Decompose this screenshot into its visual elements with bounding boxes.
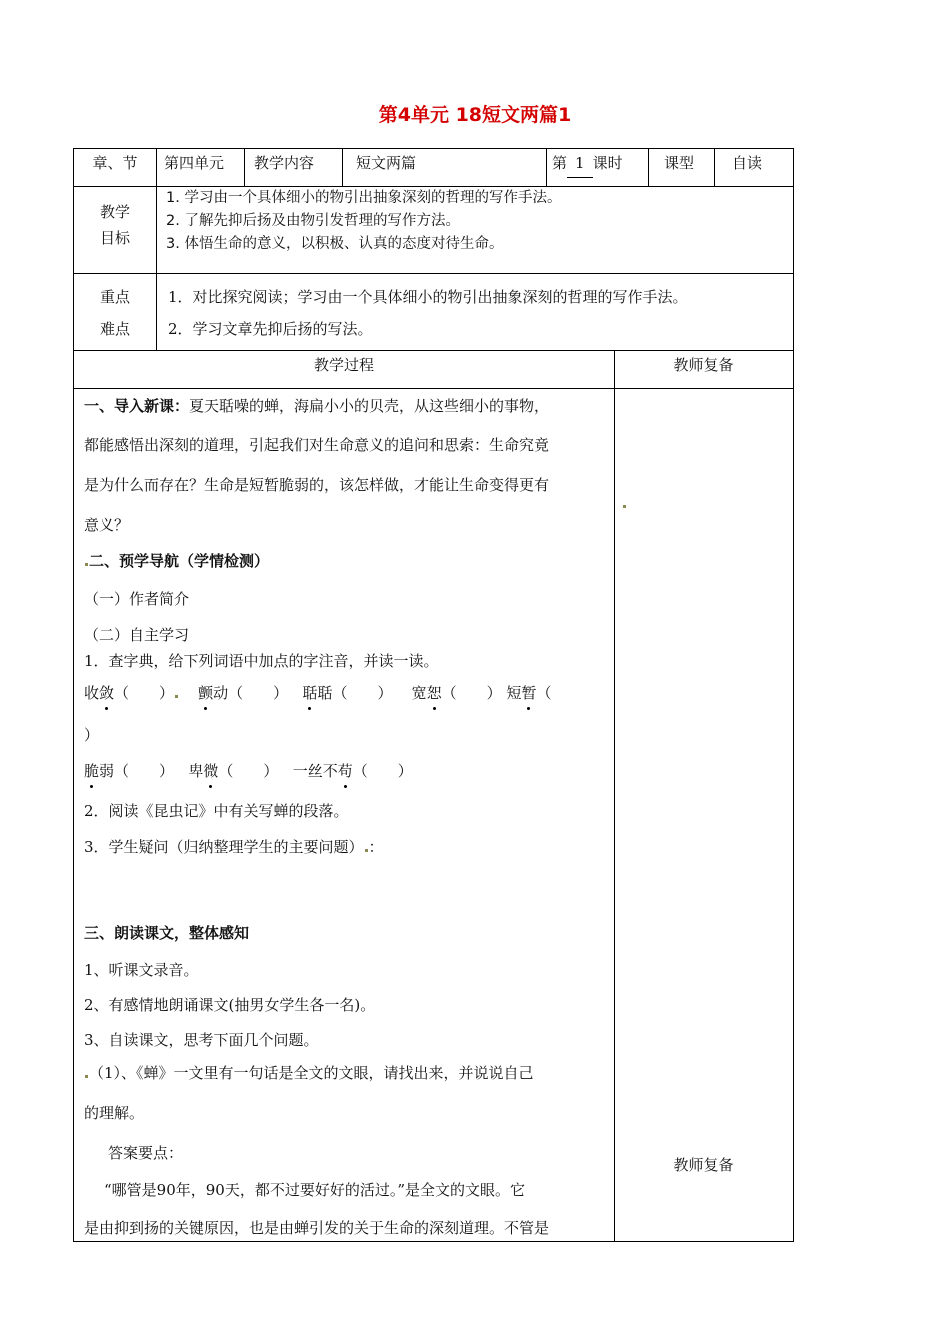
teacher-note: 教师复备 — [673, 1156, 734, 1174]
goal-item: 3. 体悟生命的意义，以积极、认真的态度对待生命。 — [166, 236, 504, 252]
goals-list — [166, 187, 786, 256]
lesson-plan-table: 章、节 第四单元 教学内容 短文两篇 第 1 课时 课型 自读 教学 目标 1. 学习由一个具体细小的物引出抽象深刻的哲理的写作手法。 2. 了解先抑后扬及由物引发哲理的写作方法。 3. 体悟生命的意义，以积极、认真的态度对待生命。 重点 难点 1．对比探究阅读；学习由一个具体细小的物引出抽象深刻的哲理的写作手法。 2．学习文章先抑后扬的写法。 教学过程 教师复备 教师复备 一、导入新课：夏天聒噪的蝉，海扁小小的贝壳，从这些细小的事物， 都能感悟出深刻的道理，引起我们对生命意义的追问和思索：生命究竟 是为什么而存在？生命是短暂脆弱的，该怎样做，才能让生命变得更有 意义？ 二、预学导航（学情检测） （一）作者简介 （二）自主学习 1．查字典，给下列词语中加点的字注音，并读一读。 收敛（ ） 颤动（ ） 聒聒（ ） 宽恕（ ） 短暂（ ） 脆弱（ ） 卑微（ ） 一丝不苟（ ） 2．阅读《昆虫记》中有关写蝉的段落。 3．学生疑问（归纳整理学生的主要问题） ： 三、朗读课文，整体感知 1、听课文录音。 2、有感情地朗诵课文(抽男女学生各一名)。 3、自读课文，思考下面几个问题。 （1）、《蝉》一文里有一句话是全文的文眼，请找出来，并说说自己 的理解。 答案要点： “哪管是90年，90天，都不过要好好的活过。”是全文的文眼。它 是由抑到扬的关键原因，也是由蝉引发的关于生命的深刻道理。不管是 — [73, 148, 794, 1242]
goals-label: 教学 目标 — [99, 203, 130, 247]
lesson-count: 第 1 课时 — [552, 149, 648, 178]
focus-label: 重点 难点 — [99, 288, 130, 338]
section-intro: 一、导入新课：夏天聒噪的蝉，海扁小小的贝壳，从这些细小的事物， — [84, 397, 550, 415]
page-title: 第4单元 18短文两篇1 — [378, 104, 572, 126]
question-1: （1）、《蝉》一文里有一句话是全文的文眼，请找出来，并说说自己 — [84, 1062, 534, 1083]
goal-item: 2. 了解先抑后扬及由物引发哲理的写作方法。 — [166, 213, 460, 229]
type-value: 自读 — [732, 154, 763, 172]
goal-item: 1. 学习由一个具体细小的物引出抽象深刻的哲理的写作手法。 — [166, 190, 562, 206]
focus-item: 2．学习文章先抑后扬的写法。 — [168, 320, 373, 338]
section-reading-heading: 三、朗读课文，整体感知 — [84, 924, 250, 942]
content-label: 教学内容 — [254, 154, 315, 172]
type-label: 课型 — [664, 154, 695, 172]
focus-list — [168, 281, 788, 345]
section-preview-heading: 二、预学导航（学情检测） — [84, 550, 269, 571]
process-header: 教学过程 — [313, 356, 374, 374]
focus-item: 1．对比探究阅读；学习由一个具体细小的物引出抽象深刻的哲理的写作手法。 — [168, 288, 688, 306]
lesson-number: 1 — [567, 149, 593, 178]
stray-mark — [623, 505, 626, 508]
answer-label: 答案要点： — [108, 1144, 184, 1162]
unit-value: 第四单元 — [164, 154, 225, 172]
word-row-1: 收敛（ ） 颤动（ ） 聒聒（ ） 宽恕（ ） 短暂（ — [84, 684, 552, 702]
content-value: 短文两篇 — [356, 154, 417, 172]
question-3: 3．学生疑问（归纳整理学生的主要问题） ： — [84, 838, 384, 856]
word-row-2: 脆弱（ ） 卑微（ ） 一丝不苟（ ） — [84, 762, 413, 780]
teacher-header: 教师复备 — [673, 356, 734, 374]
chapter-label: 章、节 — [92, 154, 138, 172]
